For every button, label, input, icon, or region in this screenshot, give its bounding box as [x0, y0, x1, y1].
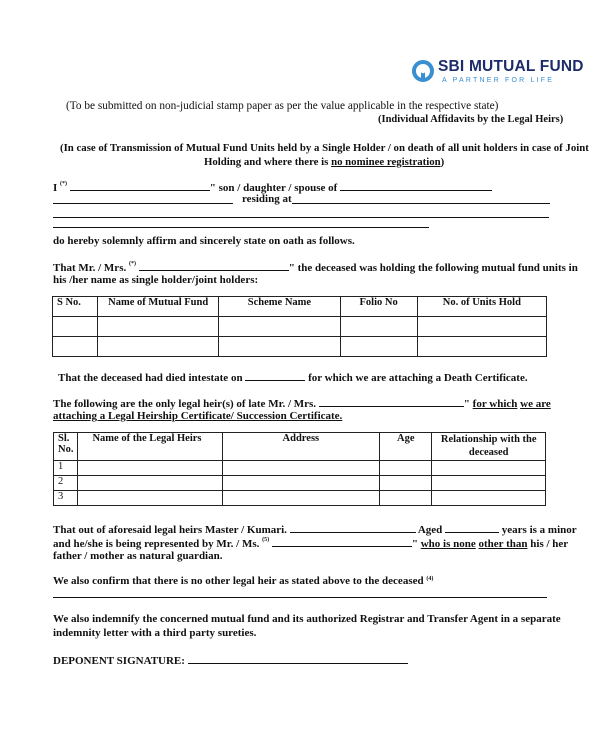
address-line-b[interactable] [53, 217, 549, 218]
heirs-line-2: attaching a Legal Heirship Certificate/ Succession Certificate. [53, 410, 343, 422]
residing-label: residing at [242, 193, 292, 205]
table-row [54, 461, 546, 476]
table-row [54, 491, 546, 506]
confirm-line-field[interactable] [53, 597, 547, 598]
minor-name-field[interactable] [290, 521, 416, 533]
guardian-name-field[interactable] [272, 535, 412, 547]
holder-line-2: his /her name as single holder/joint holders: [53, 274, 259, 286]
submission-note: (To be submitted on non-judicial stamp paper as per the value applicable in the respective state) [66, 100, 499, 112]
table-row [53, 317, 547, 337]
table-cell[interactable] [78, 461, 222, 476]
declarant-name-field[interactable] [70, 179, 210, 191]
table-cell[interactable] [222, 491, 380, 506]
parent-spouse-name-field[interactable] [340, 179, 492, 191]
units-col-folio: Folio No [340, 297, 417, 317]
minor-line-2: and he/she is being represented by Mr. / Ms. $^{(5)}$ " who is none other than his / her [53, 537, 569, 550]
signature-field[interactable] [188, 652, 408, 664]
table-cell[interactable] [222, 461, 380, 476]
indemnify-line-1: We also indemnify the concerned mutual fund and its authorized Registrar and Transfer Agent in a separate [53, 613, 561, 625]
heirs-col-name: Name of the Legal Heirs [78, 433, 222, 461]
table-cell[interactable] [78, 476, 222, 491]
heirs-col-relationship: Relationship with the deceased [432, 433, 546, 461]
table-cell[interactable] [98, 337, 219, 357]
affirm-statement: do hereby solemnly affirm and sincerely state on oath as follows. [53, 235, 355, 247]
table-cell[interactable] [340, 337, 417, 357]
confirm-line: We also confirm that there is no other legal heir as stated above to the deceased $^{(4)}$ [53, 575, 434, 587]
table-cell[interactable] [432, 491, 546, 506]
logo-tagline: A PARTNER FOR LIFE [442, 77, 555, 84]
table-cell[interactable] [340, 317, 417, 337]
table-cell[interactable] [219, 317, 340, 337]
heirs-line-1: The following are the only legal heir(s) of late Mr. / Mrs. " for which we are [53, 395, 551, 411]
heirs-col-address: Address [222, 433, 380, 461]
table-cell[interactable] [417, 337, 546, 357]
logo-name: SBI MUTUAL FUND [438, 58, 584, 75]
row-number: 3 [54, 491, 78, 506]
heirs-col-slno: Sl. No. [54, 433, 78, 461]
table-cell[interactable] [380, 461, 432, 476]
table-cell[interactable] [432, 476, 546, 491]
table-cell[interactable] [222, 476, 380, 491]
address-line-a[interactable] [53, 203, 233, 204]
table-cell[interactable] [219, 337, 340, 357]
units-col-units: No. of Units Hold [417, 297, 546, 317]
row-number: 1 [54, 461, 78, 476]
table-cell[interactable] [53, 337, 98, 357]
deceased-name-field[interactable] [139, 259, 289, 271]
holder-line-1: That Mr. / Mrs. (*) " the deceased was holding the following mutual fund units in [53, 261, 578, 274]
declarant-line: I (*) " son / daughter / spouse of [53, 179, 492, 195]
table-cell[interactable] [380, 491, 432, 506]
table-cell[interactable] [78, 491, 222, 506]
units-col-scheme: Scheme Name [219, 297, 340, 317]
heirs-col-age: Age [380, 433, 432, 461]
table-cell[interactable] [380, 476, 432, 491]
table-row [53, 337, 547, 357]
death-date-field[interactable] [245, 369, 305, 381]
table-row [54, 476, 546, 491]
address-line-c[interactable] [53, 227, 429, 228]
table-cell[interactable] [53, 317, 98, 337]
row-number: 2 [54, 476, 78, 491]
late-holder-name-field[interactable] [319, 395, 464, 407]
table-cell[interactable] [98, 317, 219, 337]
table-cell[interactable] [417, 317, 546, 337]
units-col-sno: S No. [53, 297, 98, 317]
table-cell[interactable] [432, 461, 546, 476]
heirs-table [53, 432, 546, 506]
signature-line: DEPONENT SIGNATURE: [53, 652, 408, 668]
affidavit-type: (Individual Affidavits by the Legal Heirs) [378, 114, 564, 125]
sbi-logo-icon [412, 60, 434, 82]
minor-line-3: father / mother as natural guardian. [53, 550, 223, 562]
no-nominee-registration: no nominee registration [331, 156, 441, 168]
residence-field[interactable] [292, 203, 550, 204]
indemnify-line-2: indemnity letter with a third party sureties. [53, 627, 257, 639]
case-line-2: Holding and where there is no nominee registration) [204, 156, 445, 168]
units-col-fund: Name of Mutual Fund [98, 297, 219, 317]
units-table [52, 296, 547, 357]
intestate-line: That the deceased had died intestate on for which we are attaching a Death Certificate. [58, 369, 528, 385]
case-line-1: (In case of Transmission of Mutual Fund Units held by a Single Holder / on death of all unit holders in case of Joint [60, 142, 589, 154]
minor-line-1: That out of aforesaid legal heirs Master / Kumari. Aged years is a minor [53, 521, 577, 537]
minor-age-field[interactable] [445, 521, 499, 533]
